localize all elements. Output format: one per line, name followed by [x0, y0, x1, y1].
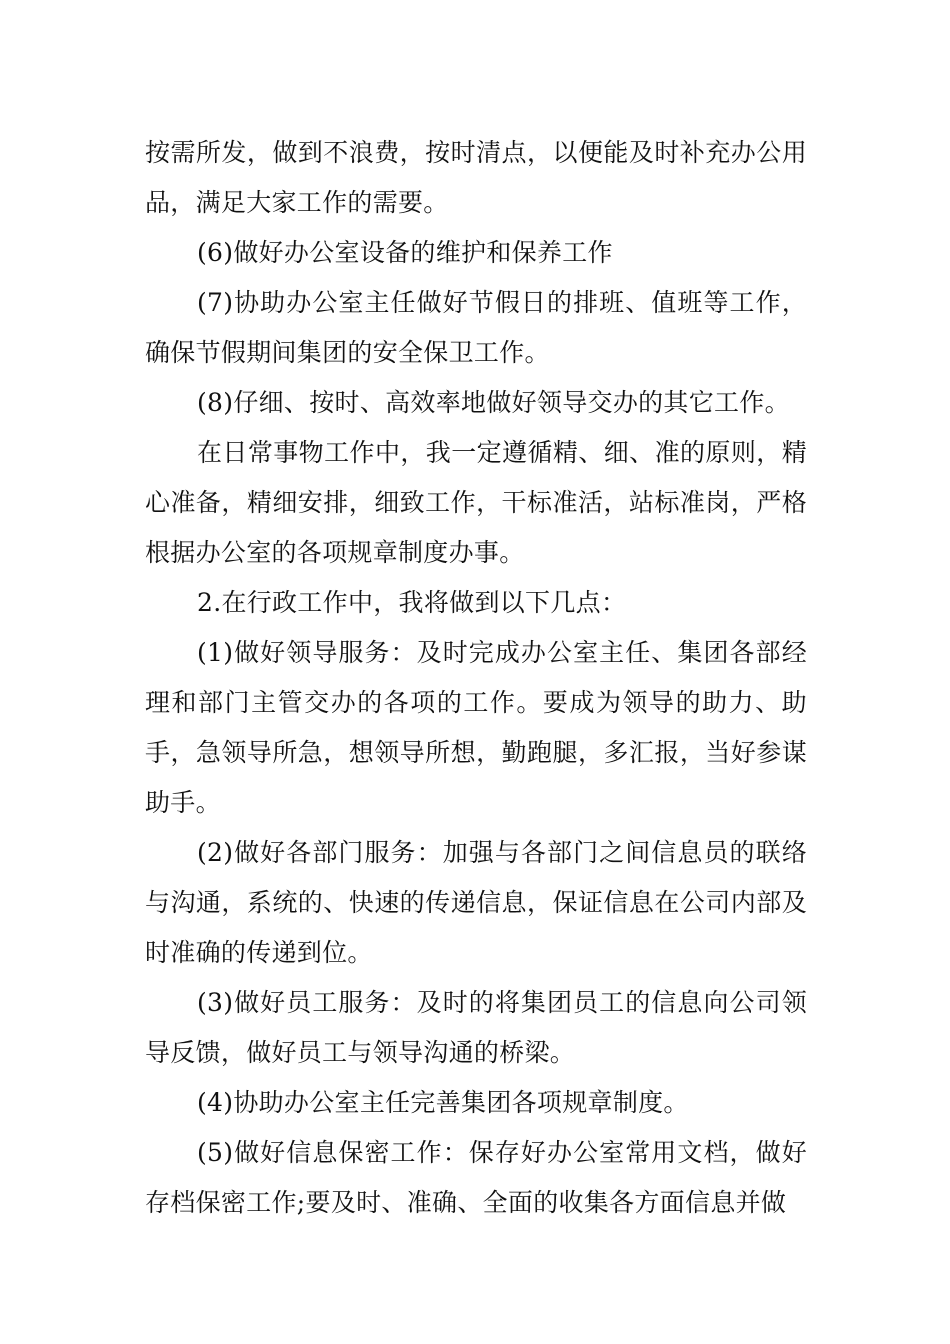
paragraph-item-7: (7)协助办公室主任做好节假日的排班、值班等工作，确保节假期间集团的安全保卫工作。 [145, 288, 807, 367]
document-body [145, 128, 807, 1228]
paragraph-continuation: 按需所发，做到不浪费，按时清点，以便能及时补充办公用品，满足大家工作的需要。 [145, 138, 807, 217]
paragraph-admin-item-4: (4)协助办公室主任完善集团各项规章制度。 [197, 1088, 689, 1117]
paragraph-admin-item-3: (3)做好员工服务：及时的将集团员工的信息向公司领导反馈，做好员工与领导沟通的桥梁。 [145, 988, 807, 1067]
paragraph-item-6: (6)做好办公室设备的维护和保养工作 [197, 238, 613, 267]
section-heading-administrative: 2.在行政工作中，我将做到以下几点： [197, 588, 627, 617]
paragraph-admin-item-5: (5)做好信息保密工作：保存好办公室常用文档，做好存档保密工作;要及时、准确、全面的收集各方面信息并做 [145, 1138, 807, 1217]
paragraph-admin-item-1: (1)做好领导服务：及时完成办公室主任、集团各部经理和部门主管交办的各项的工作。要成为领导的助力、助手，急领导所急，想领导所想，勤跑腿，多汇报，当好参谋助手。 [145, 638, 807, 817]
paragraph-item-8: (8)仔细、按时、高效率地做好领导交办的其它工作。 [197, 388, 790, 417]
paragraph-daily-affairs: 在日常事物工作中，我一定遵循精、细、准的原则，精心准备，精细安排，细致工作，干标准活，站标准岗，严格根据办公室的各项规章制度办事。 [145, 438, 807, 567]
paragraph-admin-item-2: (2)做好各部门服务：加强与各部门之间信息员的联络与沟通，系统的、快速的传递信息，保证信息在公司内部及时准确的传递到位。 [145, 838, 807, 967]
